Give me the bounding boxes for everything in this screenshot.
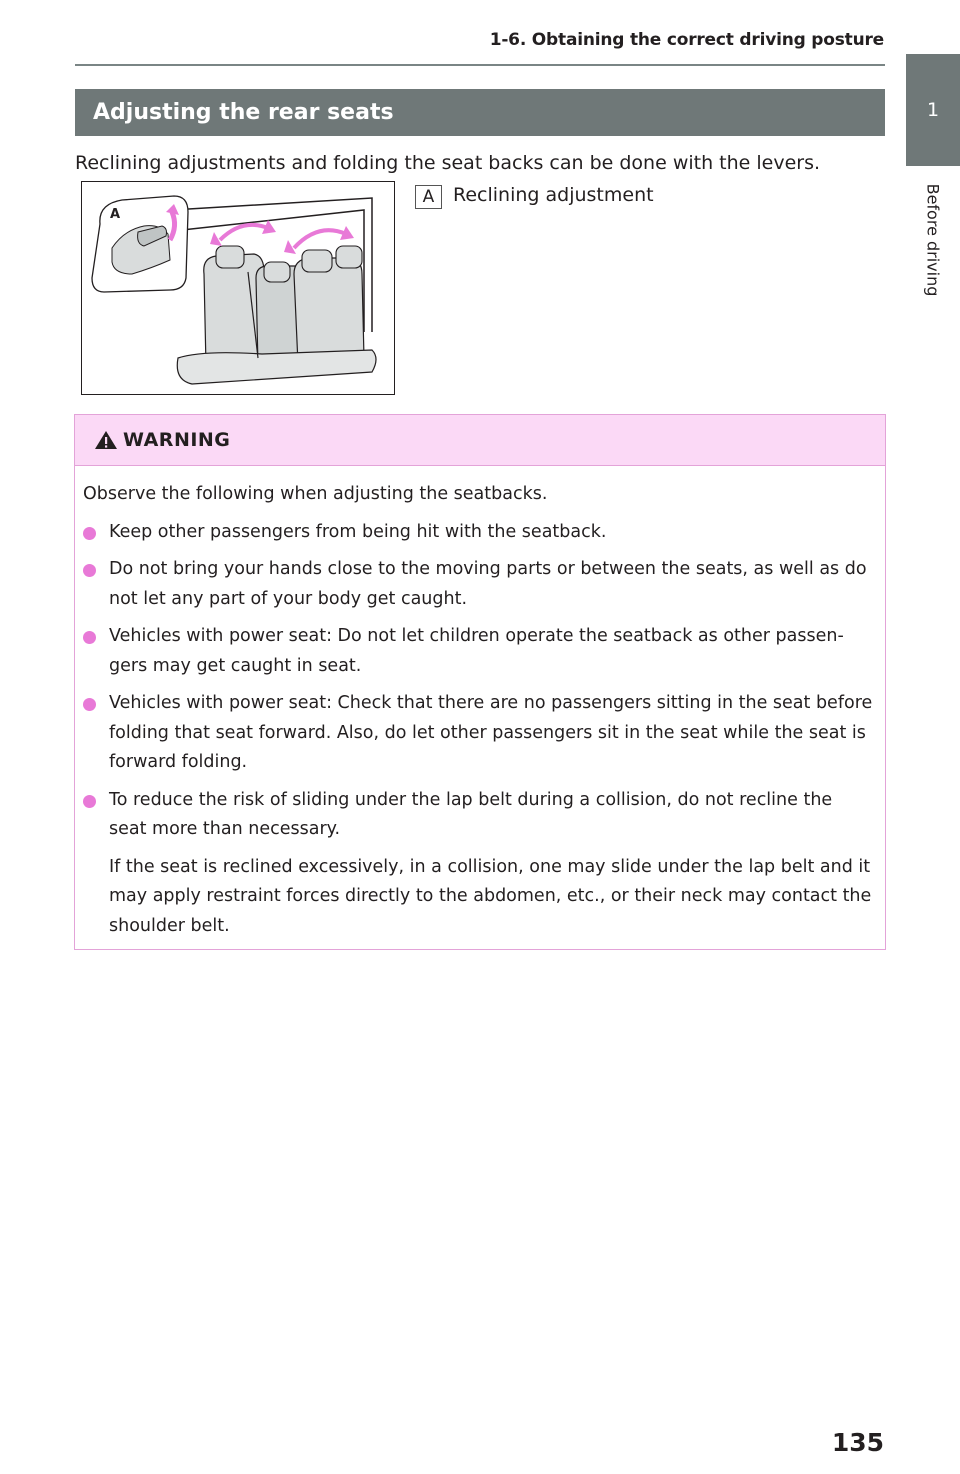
warning-title: WARNING — [123, 429, 231, 451]
callout-label: Reclining adjustment — [453, 184, 654, 206]
warning-body — [75, 466, 885, 941]
header-rule — [75, 64, 885, 66]
warning-item-text: Vehicles with power seat: Check that there are no passengers sitting in the seat before folding that seat forward. Also, do let other passengers sit in the seat while the seat is forward folding. — [109, 693, 873, 772]
bullet-icon — [83, 527, 96, 540]
section-intro: Reclining adjustments and folding the seat backs can be done with the levers. — [75, 152, 821, 174]
warning-item — [83, 689, 873, 778]
chapter-title: Before driving — [923, 183, 943, 297]
warning-item — [83, 622, 873, 681]
page-number: 135 — [831, 1428, 884, 1457]
bullet-icon — [83, 795, 96, 808]
warning-item — [83, 555, 873, 614]
rear-seat-drawing — [82, 182, 393, 393]
warning-item-text: Vehicles with power seat: Do not let children operate the seatback as other passen-gers may get caught in seat. — [109, 626, 844, 676]
warning-item — [83, 786, 873, 845]
callout-letter: A — [415, 185, 442, 209]
running-head: 1-6. Obtaining the correct driving posture — [489, 30, 884, 50]
warning-item-text: To reduce the risk of sliding under the lap belt during a collision, do not recline the seat more than necessary. — [109, 789, 833, 839]
warning-box — [74, 414, 886, 950]
bullet-icon — [83, 631, 96, 644]
inset-label: A — [110, 207, 121, 222]
chapter-number: 1 — [926, 99, 940, 121]
bullet-icon — [83, 698, 96, 711]
warning-item-text: Do not bring your hands close to the moving parts or between the seats, as well as do not let any part of your body get caught. — [109, 559, 867, 609]
warning-note: If the seat is reclined excessively, in a collision, one may slide under the lap belt and it may apply restraint forces directly to the abdomen, etc., or their neck may contact the shoulder belt. — [109, 856, 872, 936]
warning-item-text: Keep other passengers from being hit with the seatback. — [109, 521, 607, 542]
warning-item — [83, 518, 873, 548]
warning-header — [75, 415, 885, 466]
bullet-icon — [83, 564, 96, 577]
section-title-bar — [75, 89, 885, 136]
warning-intro: Observe the following when adjusting the seatbacks. — [83, 484, 548, 504]
chapter-tab — [906, 54, 960, 166]
rear-seat-illustration — [81, 181, 395, 395]
warning-triangle-icon — [94, 429, 118, 451]
section-title: Adjusting the rear seats — [93, 100, 394, 125]
